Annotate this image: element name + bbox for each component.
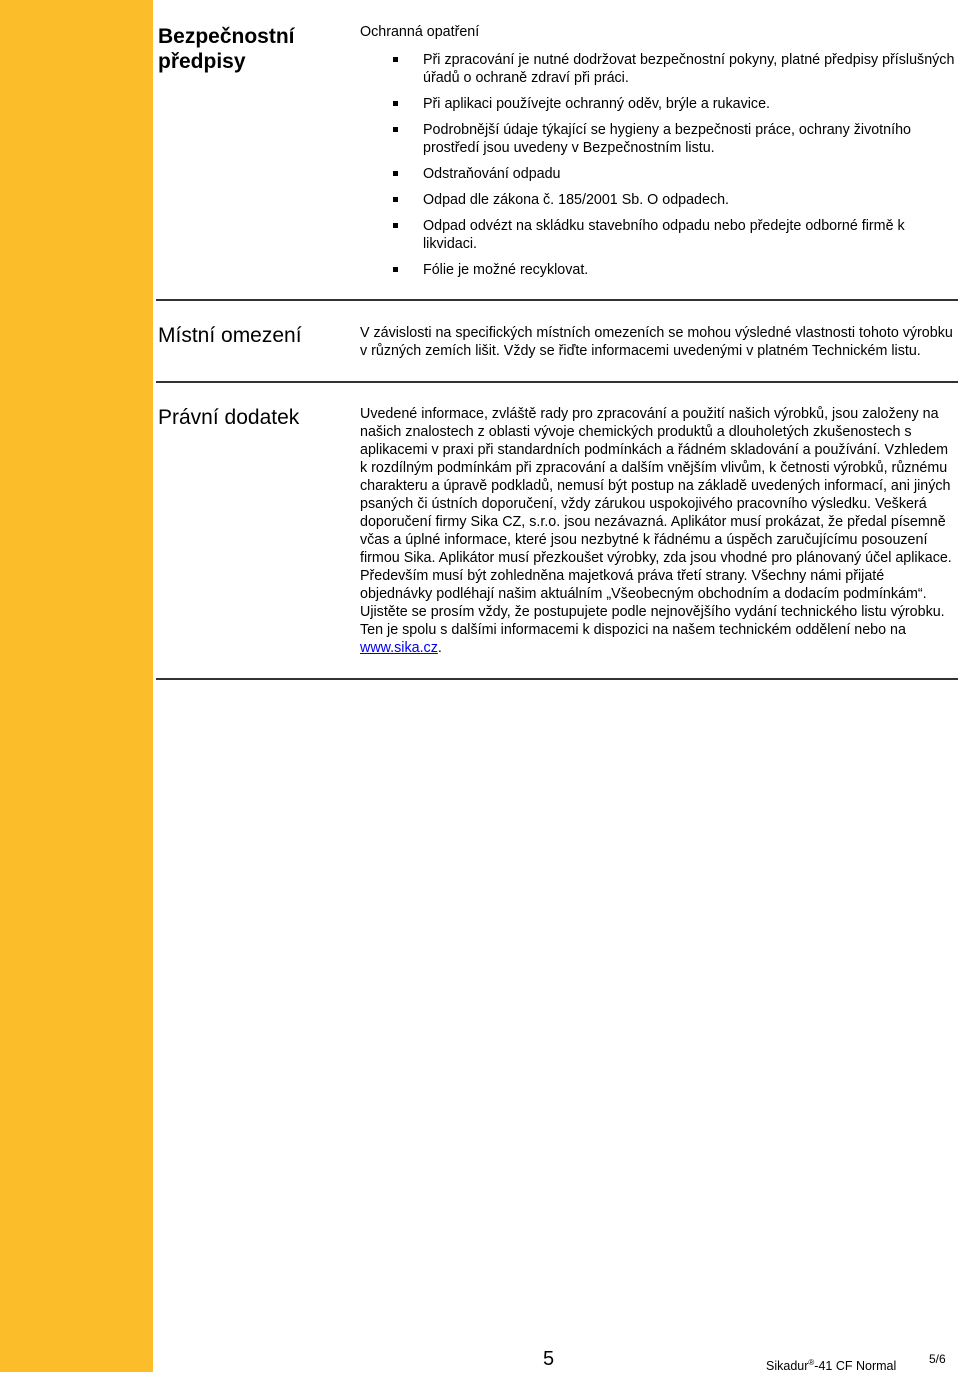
section-title-safety: Bezpečnostní předpisy (158, 25, 295, 73)
list-item-text: Podrobnější údaje týkající se hygieny a bezpečnosti práce, ochrany životního prostředí jsou uvedeny v Bezpečnostním listu. (423, 122, 911, 156)
section-body-local-restrictions: V závislosti na specifických místních omezeních se mohou výsledné vlastnosti tohoto výrobku v různých zemích lišit. Vždy se řiďte informacemi uvedenými v platném Technickém listu. (360, 325, 953, 359)
list-item (360, 165, 955, 183)
product-suffix: -41 CF Normal (814, 1359, 897, 1373)
bullet-icon (393, 101, 398, 106)
section-divider (156, 299, 958, 301)
list-item (360, 191, 955, 209)
sika-website-link[interactable]: www.sika.cz (360, 640, 438, 656)
list-item-text: Fólie je možné recyklovat. (423, 262, 589, 278)
section-divider (156, 381, 958, 383)
legal-text: Uvedené informace, zvláště rady pro zpracování a použití našich výrobků, jsou založeny na našich znalostech z oblasti vývoje chemických produktů a dlouholetých zkušenostech s aplikacemi v praxi při standardních podmínkách a řádném skladování a používání. Vzhledem k rozdílným podmínkám při zpracování a dalším vnějším vlivům, k četnosti výrobků, různému charakteru a úpravě podkladů, nemusí být postup na základě uvedených informací, ani jiných psaných či ústních doporučení, vždy zárukou uspokojivého pracovního výsledku. Veškerá doporučení firmy Sika CZ, s.r.o. jsou nezávazná. Aplikátor musí prokázat, že předal písemně včas a úplné informace, které jsou nezbytné k řádnému a úspěch zaručujícímu posouzení firmou Sika. Aplikátor musí přezkoušet výrobky, zda jsou vhodné pro plánovaný účel aplikace. Především musí být zohledněna majetková práva třetí strany. Všechny námi přijaté objednávky podléhají našim aktuálním „Všeobecným obchodním a dodacím podmínkám“. Ujistěte se prosím vždy, že postupujete podle nejnovějšího vydání technického listu výrobku. Ten je spolu s dalšími informacemi k dispozici na našem technickém oddělení nebo na (360, 406, 952, 638)
list-item (360, 95, 955, 113)
list-item-text: Při zpracování je nutné dodržovat bezpečnostní pokyny, platné předpisy příslušných úřadů o ochraně zdraví při práci. (423, 52, 955, 86)
bullet-icon (393, 127, 398, 132)
section-title-local-restrictions: Místní omezení (158, 324, 302, 347)
list-item (360, 217, 955, 253)
safety-bullet-list (360, 51, 955, 279)
bullet-icon (393, 223, 398, 228)
section-divider (156, 678, 958, 680)
footer-page-count: 5/6 (929, 1352, 946, 1366)
section-body-legal-notice (360, 405, 955, 657)
footer-product-name (766, 1355, 896, 1374)
list-item-text: Odpad odvézt na skládku stavebního odpadu nebo předejte odborné firmě k likvidaci. (423, 218, 905, 252)
bullet-icon (393, 57, 398, 62)
list-item-text: Při aplikaci používejte ochranný oděv, brýle a rukavice. (423, 96, 771, 112)
list-item (360, 51, 955, 87)
sidebar-color-band (0, 0, 153, 1372)
list-item (360, 121, 955, 157)
bullet-icon (393, 197, 398, 202)
section-title-legal-notice: Právní dodatek (158, 406, 300, 429)
bullet-icon (393, 171, 398, 176)
product-name: Sikadur (766, 1359, 809, 1373)
bullet-icon (393, 267, 398, 272)
list-item-text: Odpad dle zákona č. 185/2001 Sb. O odpadech. (423, 192, 730, 208)
registered-mark: ® (808, 1358, 815, 1367)
footer-page-number: 5 (543, 1348, 555, 1370)
section-body-safety (360, 23, 955, 287)
list-item (360, 261, 955, 279)
legal-text-end: . (437, 640, 442, 656)
list-item-text: Odstraňování odpadu (423, 166, 561, 182)
subheading-protective-measures: Ochranná opatření (360, 24, 480, 40)
